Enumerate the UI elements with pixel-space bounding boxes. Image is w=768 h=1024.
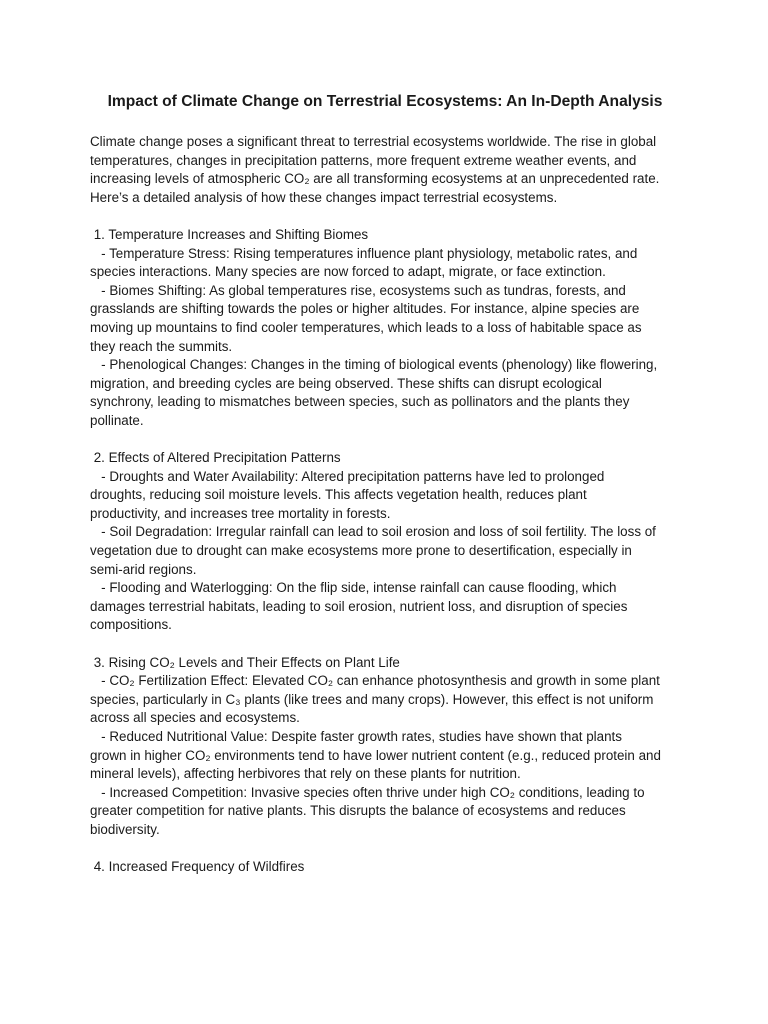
document-title: Impact of Climate Change on Terrestrial Ecosystems: An In-Depth Analysis bbox=[107, 93, 663, 110]
paragraph-gap bbox=[90, 207, 690, 226]
bullet-line: - CO₂ Fertilization Effect: Elevated CO₂ can enhance photosynthesis and growth in some plant bbox=[90, 673, 660, 689]
bullet-line: compositions. bbox=[90, 617, 172, 633]
bullet-line: - Flooding and Waterlogging: On the flip side, intense rainfall can cause flooding, which bbox=[90, 580, 617, 596]
bullet-line: biodiversity. bbox=[90, 821, 160, 837]
section-co2 bbox=[90, 654, 690, 840]
bullet-line: they reach the summits. bbox=[90, 338, 233, 354]
bullet-line: - Biomes Shifting: As global temperatures rise, ecosystems such as tundras, forests, and bbox=[90, 282, 626, 298]
bullet-line: grasslands are shifting towards the poles or higher altitudes. For instance, alpine species are bbox=[90, 301, 640, 317]
bullet-line: semi-arid regions. bbox=[90, 561, 197, 577]
bullet-temperature-stress bbox=[90, 245, 690, 282]
bullet-increased-competition bbox=[90, 784, 690, 840]
bullet-line: mineral levels), affecting herbivores that rely on these plants for nutrition. bbox=[90, 766, 521, 782]
section-temperature bbox=[90, 226, 690, 431]
bullet-flooding bbox=[90, 579, 690, 635]
bullet-line: migration, and breeding cycles are being observed. These shifts can disrupt ecological bbox=[90, 375, 602, 391]
section-heading: 1. Temperature Increases and Shifting Biomes bbox=[90, 226, 369, 242]
bullet-line: pollinate. bbox=[90, 412, 144, 428]
bullet-reduced-nutrition bbox=[90, 728, 690, 784]
bullet-line: productivity, and increases tree mortality in forests. bbox=[90, 505, 391, 521]
intro-line: temperatures, changes in precipitation patterns, more frequent extreme weather events, and bbox=[90, 152, 637, 168]
bullet-phenological-changes bbox=[90, 356, 690, 430]
bullet-soil-degradation bbox=[90, 523, 690, 579]
bullet-line: across all species and ecosystems. bbox=[90, 710, 300, 726]
bullet-line: droughts, reducing soil moisture levels. This affects vegetation health, reduces plant bbox=[90, 487, 587, 503]
bullet-line: - Droughts and Water Availability: Altered precipitation patterns have led to prolonged bbox=[90, 468, 605, 484]
bullet-line: - Phenological Changes: Changes in the timing of biological events (phenology) like flowering, bbox=[90, 357, 658, 373]
paragraph-gap bbox=[90, 635, 690, 654]
paragraph-gap bbox=[90, 431, 690, 450]
intro-line: Climate change poses a significant threat to terrestrial ecosystems worldwide. The rise in global bbox=[90, 134, 657, 149]
bullet-line: - Temperature Stress: Rising temperatures influence plant physiology, metabolic rates, and bbox=[90, 245, 638, 261]
bullet-line: grown in higher CO₂ environments tend to have lower nutrient content (e.g., reduced protein and bbox=[90, 747, 661, 763]
document-body bbox=[90, 133, 690, 877]
bullet-line: moving up mountains to find cooler temperatures, which leads to a loss of habitable space as bbox=[90, 319, 642, 335]
bullet-line: synchrony, leading to mismatches between species, such as pollinators and the plants they bbox=[90, 394, 630, 410]
bullet-line: vegetation due to drought can make ecosystems more prone to desertification, especially in bbox=[90, 543, 632, 559]
section-heading: 2. Effects of Altered Precipitation Patterns bbox=[90, 450, 341, 466]
intro-line: Here’s a detailed analysis of how these changes impact terrestrial ecosystems. bbox=[90, 189, 558, 205]
section-precipitation bbox=[90, 449, 690, 635]
paragraph-gap bbox=[90, 840, 690, 859]
intro-paragraph bbox=[90, 133, 690, 207]
bullet-line: species, particularly in C₃ plants (like trees and many crops). However, this effect is not uniform bbox=[90, 691, 654, 707]
bullet-line: - Increased Competition: Invasive species often thrive under high CO₂ conditions, leading to bbox=[90, 784, 645, 800]
bullet-biomes-shifting bbox=[90, 282, 690, 356]
section-wildfires bbox=[90, 858, 690, 877]
bullet-line: - Soil Degradation: Irregular rainfall can lead to soil erosion and loss of soil fertility. The loss of bbox=[90, 524, 656, 540]
section-heading: 4. Increased Frequency of Wildfires bbox=[90, 859, 305, 875]
section-heading: 3. Rising CO₂ Levels and Their Effects on Plant Life bbox=[90, 654, 400, 670]
bullet-line: damages terrestrial habitats, leading to soil erosion, nutrient loss, and disruption of species bbox=[90, 598, 628, 614]
bullet-line: - Reduced Nutritional Value: Despite faster growth rates, studies have shown that plants bbox=[90, 729, 622, 744]
bullet-line: species interactions. Many species are now forced to adapt, migrate, or face extinction. bbox=[90, 264, 606, 280]
bullet-line: greater competition for native plants. This disrupts the balance of ecosystems and reduces bbox=[90, 803, 626, 819]
bullet-co2-fertilization bbox=[90, 672, 690, 728]
bullet-droughts bbox=[90, 468, 690, 524]
intro-line: increasing levels of atmospheric CO₂ are all transforming ecosystems at an unprecedented rate. bbox=[90, 171, 660, 187]
